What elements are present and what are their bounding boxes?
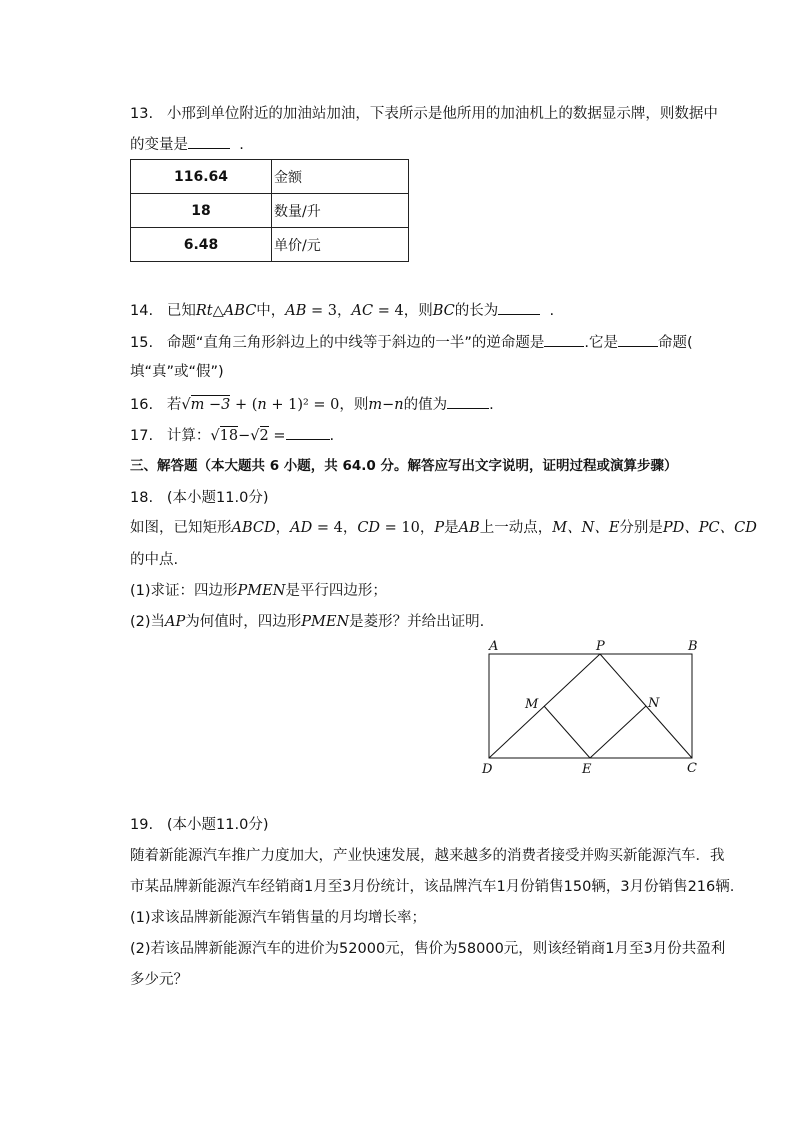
q19-header: [130, 815, 269, 835]
q18-text: (2)当: [130, 614, 166, 630]
q15-text: 填“真”或“假”): [130, 364, 224, 380]
q15-line1: [130, 332, 693, 353]
q18-text: 为何值时，四边形: [185, 614, 302, 630]
math-cd: CD: [357, 520, 381, 536]
minus-sign: −: [238, 428, 251, 444]
q13-line1: [130, 104, 718, 124]
q15-text: 命题(: [658, 335, 693, 351]
point-label-m: M: [525, 697, 539, 712]
q19-line2: 市某品牌新能源汽车经销商1月至3月份统计，该品牌汽车1月份销售150辆，3月份销售216辆.: [130, 879, 735, 895]
answer-blank[interactable]: [447, 394, 489, 409]
q16-text: + (: [230, 397, 258, 413]
sqrt-icon: √: [181, 397, 191, 413]
q14-text: 已知: [166, 303, 196, 319]
table-row: [131, 194, 409, 228]
table-row: [131, 160, 409, 194]
math-radicand: m −3: [190, 397, 231, 413]
math-n: n: [257, 397, 267, 413]
math-mne: M、N、E: [552, 520, 620, 536]
q18-text: ，: [275, 520, 291, 536]
q18-text: = 4，: [312, 520, 358, 536]
q17-number: 17.: [130, 428, 154, 444]
q16-end: .: [489, 397, 494, 413]
q18-text: 是菱形？并给出证明.: [349, 614, 485, 630]
q13-line2: [130, 134, 244, 155]
q18-text: 如图，已知矩形: [130, 520, 232, 536]
sqrt-icon: √: [210, 428, 220, 444]
math-p: P: [434, 520, 445, 536]
sqrt-icon: √: [250, 428, 260, 444]
q15-text: .它是: [584, 335, 619, 351]
answer-blank[interactable]: [498, 300, 540, 315]
point-label-d: D: [482, 762, 493, 777]
math-ac: AC: [351, 303, 374, 319]
table-cell-label: 金额: [272, 160, 409, 194]
answer-blank[interactable]: [286, 425, 330, 440]
math-rt: Rt: [195, 303, 213, 319]
q18-part1: [130, 581, 387, 601]
q19-part2-line1: (2)若该品牌新能源汽车的进价为52000元，售价为58000元，则该经销商1月至3月份共盈利: [130, 941, 726, 957]
q18-text: 分别是: [619, 520, 663, 536]
q14-text: = 3，: [306, 303, 352, 319]
q19-part1: (1)求该品牌新能源汽车销售量的月均增长率；: [130, 910, 427, 926]
q17-text: 计算：: [166, 428, 211, 444]
math-pmen: PMEN: [301, 614, 350, 630]
q19-number: 19.: [130, 817, 154, 833]
q14-end: .: [549, 303, 555, 319]
q19-line1: 随着新能源汽车推广力度加大，产业快速发展，越来越多的消费者接受并购买新能源汽车．我: [130, 848, 725, 864]
math-bc: BC: [432, 303, 455, 319]
q18-text: 是: [444, 520, 459, 536]
math-pmen: PMEN: [237, 583, 286, 599]
q14-text: 中，: [256, 303, 286, 319]
q18-part2: [130, 612, 484, 632]
math-ab: AB: [285, 303, 307, 319]
table-cell-value: 116.64: [131, 160, 272, 194]
table-row: [131, 228, 409, 262]
q16-text: 若: [166, 397, 182, 413]
q16-number: 16.: [130, 397, 154, 413]
math-abcd: ABCD: [231, 520, 276, 536]
q15-line2: [130, 362, 224, 382]
q13-text-line2: 的变量是: [130, 137, 188, 153]
math-ab: AB: [458, 520, 480, 536]
q18-number: 18.: [130, 490, 154, 506]
q19-score: (本小题11.0分): [166, 817, 269, 833]
q15-number: 15.: [130, 335, 154, 351]
q15-text: 命题“直角三角形斜边上的中线等于斜边的一半”的逆命题是: [166, 335, 545, 351]
q18-line1: [130, 518, 757, 538]
q18-text: 是平行四边形；: [285, 583, 387, 599]
q17-line: [130, 425, 334, 446]
math-abc: ABC: [223, 303, 257, 319]
q18-line2: 的中点.: [130, 552, 179, 568]
rectangle-figure: [470, 636, 710, 781]
answer-blank[interactable]: [544, 332, 584, 347]
math-radicand: 2: [259, 428, 269, 444]
math-ap: AP: [165, 614, 186, 630]
point-label-e: E: [582, 762, 592, 777]
q18-text: 上一动点，: [479, 520, 553, 536]
point-label-b: B: [688, 639, 698, 654]
point-label-a: A: [489, 639, 499, 654]
q19-part2-line2: 多少元？: [130, 972, 188, 988]
fuel-pump-table: [130, 159, 409, 262]
math-radicand: 18: [219, 428, 239, 444]
q18-text: = 10，: [380, 520, 435, 536]
table-cell-label: 数量/升: [272, 194, 409, 228]
table-cell-value: 18: [131, 194, 272, 228]
q13-text-line1: 小邢到单位附近的加油站加油，下表所示是他所用的加油机上的数据显示牌，则数据中: [166, 106, 718, 122]
segment-en: [590, 706, 646, 758]
q18-text: (1)求证：四边形: [130, 583, 238, 599]
q14-line: [130, 300, 554, 321]
table-cell-value: 6.48: [131, 228, 272, 262]
answer-blank[interactable]: [188, 134, 230, 149]
point-label-n: N: [648, 696, 660, 711]
q16-line: [130, 394, 494, 415]
q17-end: .: [329, 428, 335, 444]
equals-sign: =: [268, 428, 286, 444]
q18-header: [130, 488, 269, 508]
q14-text: = 4，则: [373, 303, 433, 319]
q16-text: + 1)² = 0，则: [266, 397, 369, 413]
point-label-c: C: [687, 761, 697, 776]
math-m-minus-n: m−n: [368, 397, 404, 413]
q18-score: (本小题11.0分): [166, 490, 269, 506]
math-pd-pc-cd: PD、PC、CD: [662, 520, 757, 536]
q13-end: .: [239, 137, 244, 153]
rectangle-abcd: [489, 654, 692, 758]
q16-text: 的值为: [403, 397, 448, 413]
section-heading: 三、解答题（本大题共 6 小题，共 64.0 分。解答应写出文字说明，证明过程或演算步骤）: [130, 458, 678, 474]
q13-number: 13.: [130, 106, 154, 122]
q14-text: 的长为: [454, 303, 499, 319]
table-cell-label: 单价/元: [272, 228, 409, 262]
point-label-p: P: [596, 639, 605, 654]
segment-me: [544, 706, 590, 758]
q14-number: 14.: [130, 303, 154, 319]
math-ad: AD: [290, 520, 313, 536]
triangle-symbol: △: [212, 303, 224, 319]
answer-blank[interactable]: [618, 332, 658, 347]
